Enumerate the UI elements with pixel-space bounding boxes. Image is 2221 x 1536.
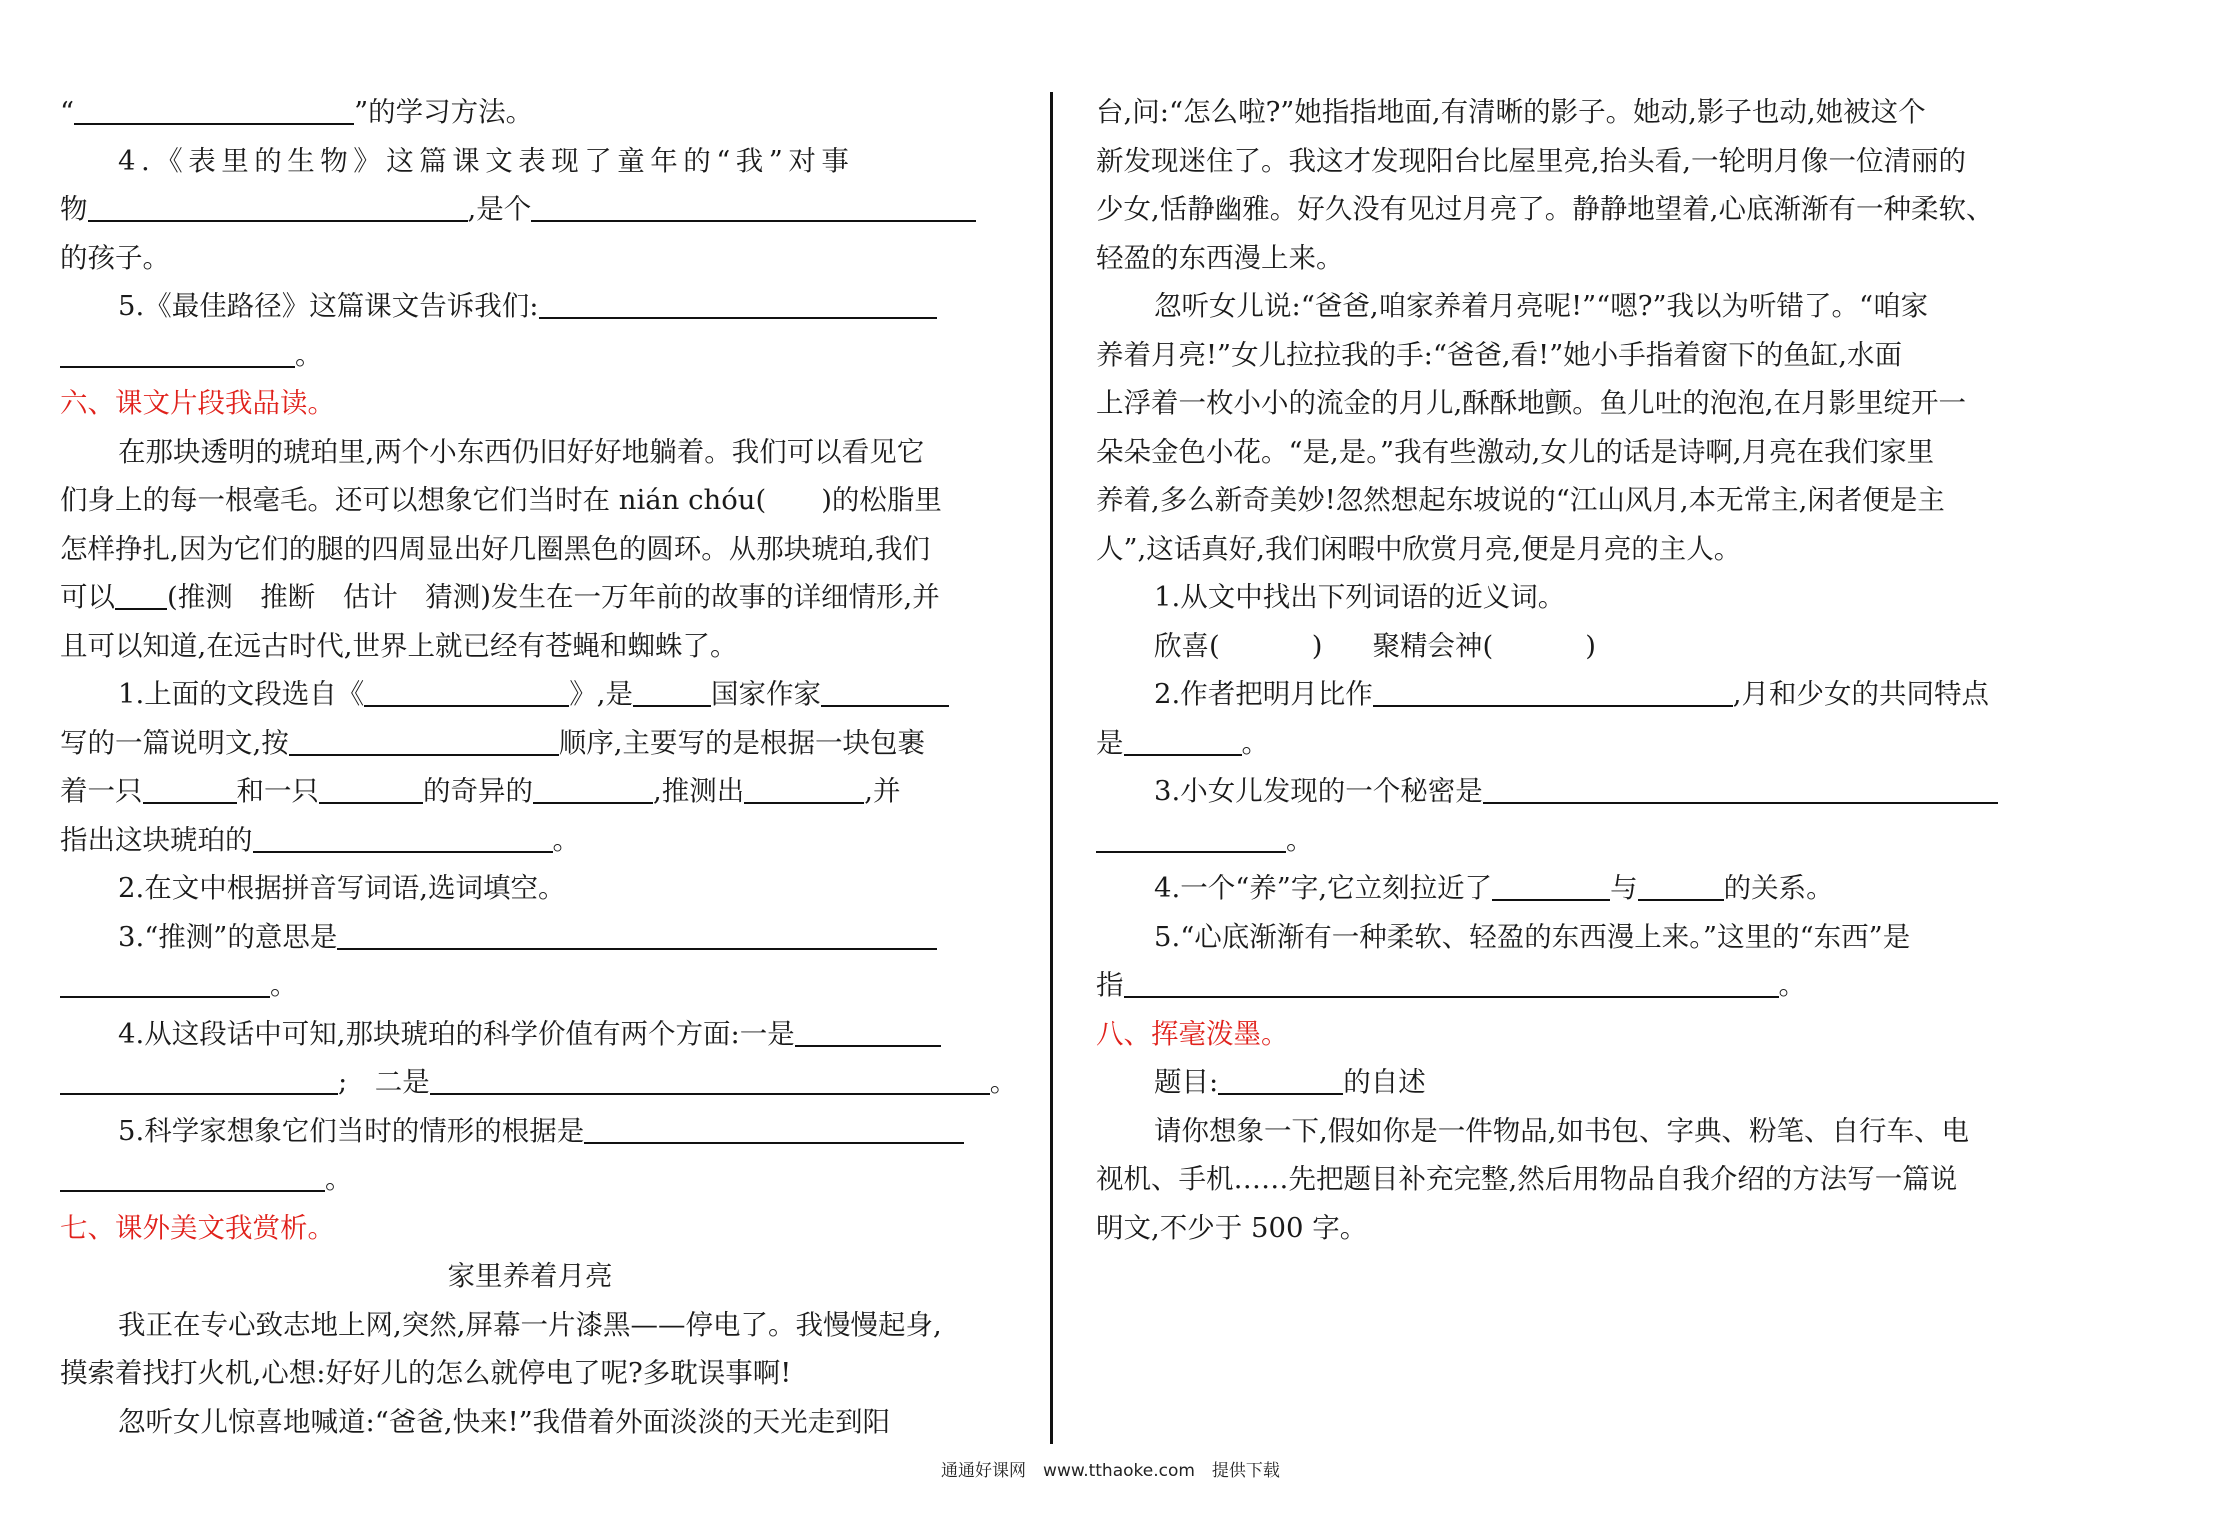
- article-title: 家里养着月亮: [447, 1260, 613, 1292]
- prompt-line: 明文,不少于 500 字。: [1096, 1211, 1368, 1244]
- answer-blank[interactable]: [1638, 867, 1724, 901]
- article-line: 台,问:“怎么啦?”她指指地面,有清晰的影子。她动,影子也动,她被这个: [1096, 96, 1926, 128]
- text-line: ; 二是 。: [60, 1058, 1000, 1107]
- answer-blank[interactable]: [1218, 1061, 1343, 1095]
- answer-blank[interactable]: [253, 819, 553, 853]
- article-line: 摸索着找打火机,心想:好好儿的怎么就停电了呢?多耽误事啊!: [60, 1357, 792, 1389]
- text-line: 指 。: [1096, 961, 2036, 1010]
- text-line: 是 。: [1096, 719, 2036, 768]
- question-2: 2.在文中根据拼音写词语,选词填空。: [118, 872, 566, 904]
- article-line: 我正在专心致志地上网,突然,屏幕一片漆黑——停电了。我慢慢起身,: [118, 1308, 942, 1341]
- answer-blank[interactable]: [1492, 867, 1610, 901]
- article-line: 人”,这话真好,我们闲暇中欣赏月亮,便是月亮的主人。: [1096, 532, 1742, 565]
- answer-blank[interactable]: [1096, 819, 1286, 853]
- section-title-7: 七、课外美文我赏析。: [60, 1211, 335, 1244]
- article-line: 上浮着一枚小小的流金的月儿,酥酥地颤。鱼儿吐的泡泡,在月影里绽开一: [1096, 387, 1966, 419]
- question-5: 5.《最佳路径》这篇课文告诉我们:: [60, 282, 1000, 331]
- answer-blank[interactable]: [143, 770, 237, 804]
- text-line: 。: [60, 331, 1000, 380]
- text-line: 。: [60, 961, 1000, 1010]
- text-line: 写的一篇说明文,按 顺序,主要写的是根据一块包裹: [60, 719, 1000, 768]
- right-column: [1096, 88, 2036, 1252]
- article-line: 养着,多么新奇美妙!忽然想起东坡说的“江山风月,本无常主,闲者便是主: [1096, 484, 1945, 516]
- answer-blank[interactable]: [744, 770, 864, 804]
- article-line: 轻盈的东西漫上来。: [1096, 241, 1344, 274]
- paragraph-line: 可以 (推测 推断 估计 猜测)发生在一万年前的故事的详细情形,并: [60, 573, 1000, 622]
- paragraph-line: 们身上的每一根毫毛。还可以想象它们当时在 nián chóu( )的松脂里: [60, 484, 942, 516]
- text-line: 。: [60, 1155, 1000, 1204]
- footer-source: 通通好课网 www.tthaoke.com 提供下载: [941, 1461, 1280, 1481]
- synonym-row: 欣喜( ) 聚精会神( ): [1154, 629, 1596, 662]
- text-line: 。: [1096, 816, 2036, 865]
- text-line: 着一只 和一只 的奇异的 ,推测出 ,并: [60, 767, 1000, 816]
- text-line: 指出这块琥珀的 。: [60, 816, 1000, 865]
- question-3: 3.“推测”的意思是: [60, 913, 1000, 962]
- answer-blank[interactable]: [821, 673, 949, 707]
- question-5: 5.“心底渐渐有一种柔软、轻盈的东西漫上来。”这里的“东西”是: [1154, 920, 1911, 953]
- article-line: 朵朵金色小花。“是,是。”我有些激动,女儿的话是诗啊,月亮在我们家里: [1096, 435, 1935, 468]
- left-column: [60, 88, 1018, 1446]
- article-line: 新发现迷住了。我这才发现阳台比屋里亮,抬头看,一轮明月像一位清丽的: [1096, 144, 1966, 177]
- question-4b: 4.从这段话中可知,那块琥珀的科学价值有两个方面:一是: [60, 1010, 1000, 1059]
- answer-blank[interactable]: [1483, 770, 1998, 804]
- section-title-6: 六、课文片段我品读。: [60, 387, 335, 419]
- question-5b: 5.科学家想象它们当时的情形的根据是: [60, 1107, 1000, 1156]
- paragraph-line: 怎样挣扎,因为它们的腿的四周显出好几圈黑色的圆环。从那块琥珀,我们: [60, 532, 930, 565]
- answer-blank[interactable]: [60, 1061, 338, 1095]
- question-3: 3.小女儿发现的一个秘密是: [1096, 767, 2036, 816]
- prompt-line: 视机、手机……先把题目补充完整,然后用物品自我介绍的方法写一篇说: [1096, 1163, 1958, 1195]
- answer-blank[interactable]: [795, 1013, 941, 1047]
- answer-blank[interactable]: [319, 770, 423, 804]
- text-line: “ ”的学习方法。: [60, 88, 1000, 137]
- text-line: 物 ,是个: [60, 185, 1000, 234]
- answer-blank[interactable]: [1373, 673, 1733, 707]
- question-4: 4.一个“养”字,它立刻拉近了 与 的关系。: [1096, 864, 2036, 913]
- answer-blank[interactable]: [115, 576, 167, 610]
- answer-blank[interactable]: [430, 1061, 990, 1095]
- answer-blank[interactable]: [60, 334, 295, 368]
- section-title-8: 八、挥毫泼墨。: [1096, 1017, 1289, 1050]
- paragraph-line: 且可以知道,在远古时代,世界上就已经有苍蝇和蜘蛛了。: [60, 629, 738, 662]
- essay-topic: 题目: 的自述: [1096, 1058, 2036, 1107]
- column-divider: [1050, 92, 1053, 1444]
- answer-blank[interactable]: [364, 673, 569, 707]
- question-4: 4.《表里的生物》这篇课文表现了童年的“我”对事: [118, 144, 855, 177]
- prompt-line: 请你想象一下,假如你是一件物品,如书包、字典、粉笔、自行车、电: [1154, 1114, 1969, 1147]
- question-1: 1.从文中找出下列词语的近义词。: [1154, 581, 1566, 613]
- answer-blank[interactable]: [60, 1158, 325, 1192]
- answer-blank[interactable]: [88, 188, 468, 222]
- article-line: 养着月亮!”女儿拉拉我的手:“爸爸,看!”她小手指着窗下的鱼缸,水面: [1096, 338, 1903, 371]
- article-line: 忽听女儿惊喜地喊道:“爸爸,快来!”我借着外面淡淡的天光走到阳: [118, 1405, 891, 1438]
- text-line: 的孩子。: [60, 241, 170, 274]
- article-line: 忽听女儿说:“爸爸,咱家养着月亮呢!”“嗯?”我以为听错了。“咱家: [1154, 290, 1929, 322]
- question-1: 1.上面的文段选自《 》,是 国家作家: [60, 670, 1000, 719]
- answer-blank[interactable]: [539, 285, 937, 319]
- answer-blank[interactable]: [533, 770, 653, 804]
- answer-blank[interactable]: [289, 722, 559, 756]
- answer-blank[interactable]: [337, 916, 937, 950]
- answer-blank[interactable]: [1124, 722, 1242, 756]
- answer-blank[interactable]: [60, 964, 270, 998]
- answer-blank[interactable]: [1124, 964, 1779, 998]
- answer-blank[interactable]: [531, 188, 976, 222]
- question-2: 2.作者把明月比作 ,月和少女的共同特点: [1096, 670, 2036, 719]
- paragraph-line: 在那块透明的琥珀里,两个小东西仍旧好好地躺着。我们可以看见它: [118, 435, 925, 468]
- answer-blank[interactable]: [633, 673, 711, 707]
- answer-blank[interactable]: [74, 91, 354, 125]
- article-line: 少女,恬静幽雅。好久没有见过月亮了。静静地望着,心底渐渐有一种柔软、: [1096, 193, 1994, 225]
- answer-blank[interactable]: [584, 1110, 964, 1144]
